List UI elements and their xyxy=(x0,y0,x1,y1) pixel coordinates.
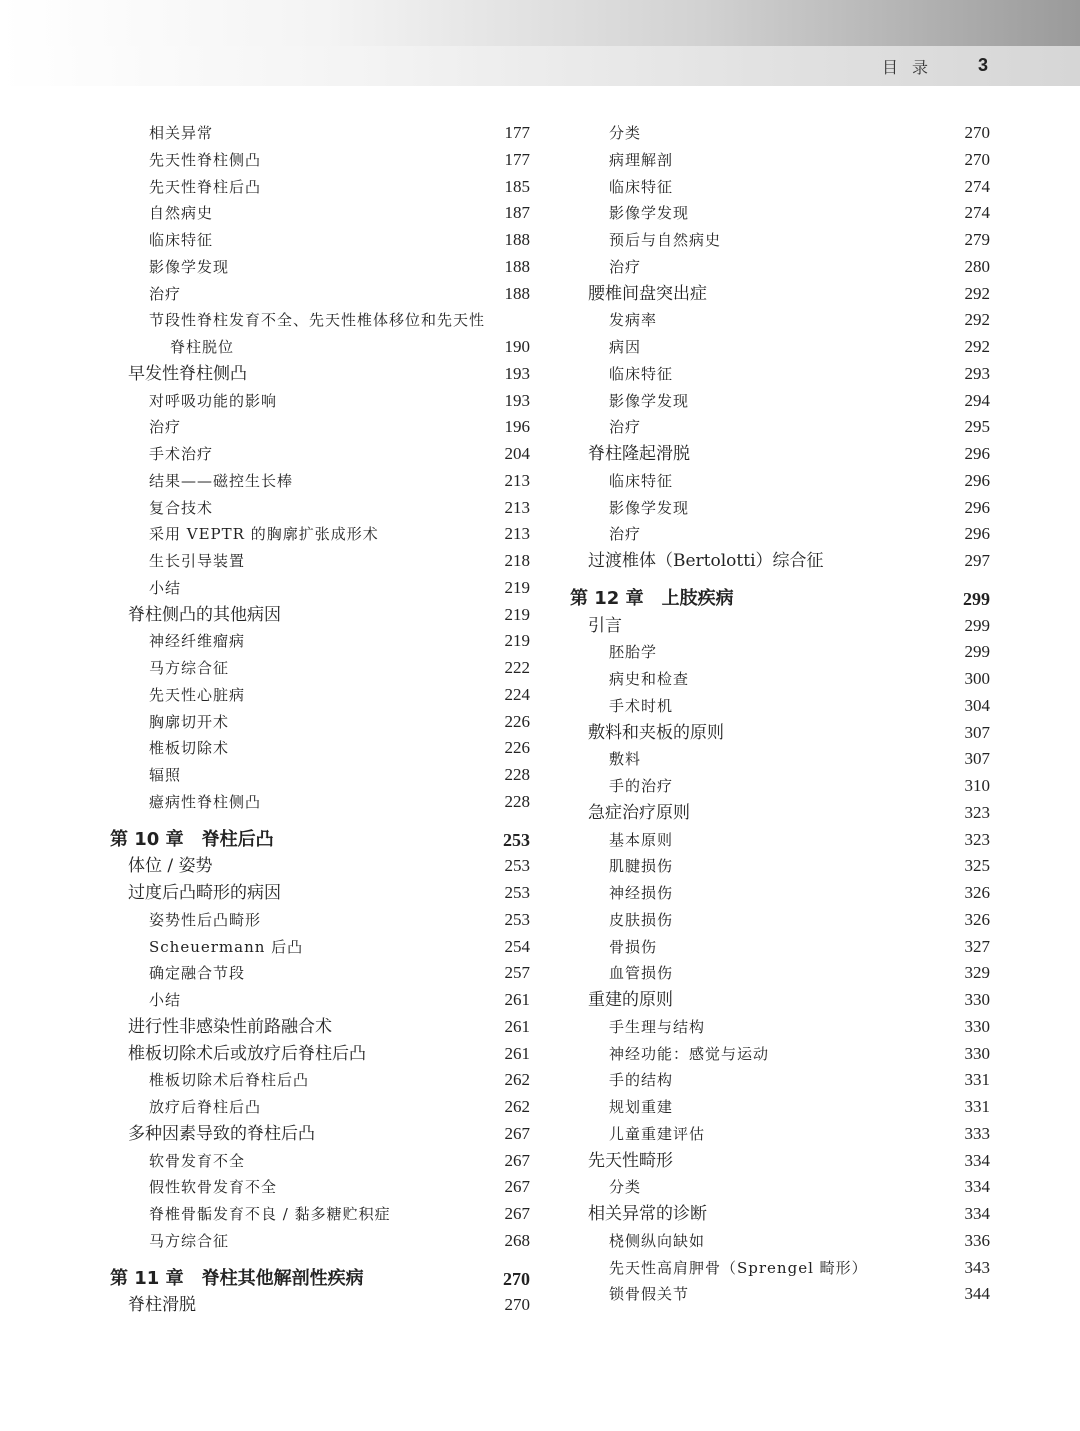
toc-entry-title: 皮肤损伤 xyxy=(609,910,674,929)
toc-entry[interactable] xyxy=(570,1067,990,1094)
toc-entry[interactable] xyxy=(110,960,530,987)
toc-entry-title: 病理解剖 xyxy=(609,150,674,169)
toc-entry[interactable] xyxy=(110,441,530,468)
toc-entry-title: 手的结构 xyxy=(609,1071,674,1090)
toc-entry-page: 299 xyxy=(964,642,990,662)
toc-entry[interactable] xyxy=(570,1041,990,1068)
toc-entry-page: 297 xyxy=(964,551,990,570)
toc-entry-page: 261 xyxy=(504,1043,530,1063)
toc-entry[interactable] xyxy=(570,174,990,201)
toc-entry-title: 分类 xyxy=(609,124,642,142)
toc-entry-title: 锁骨假关节 xyxy=(609,1285,690,1304)
toc-entry[interactable] xyxy=(570,1281,990,1308)
toc-entry[interactable] xyxy=(110,628,530,655)
toc-entry[interactable] xyxy=(110,1201,530,1228)
toc-chapter-entry[interactable] xyxy=(110,1266,530,1293)
toc-entry-page: 270 xyxy=(503,1268,530,1289)
toc-entry-page: 228 xyxy=(504,791,530,811)
toc-entry-title: 临床特征 xyxy=(609,364,674,383)
toc-chapter-entry[interactable] xyxy=(110,827,530,854)
toc-column-left xyxy=(110,120,530,1319)
toc-entry-title: 进行性非感染性前路融合术 xyxy=(128,1016,332,1037)
toc-entry-title: 儿童重建评估 xyxy=(609,1124,706,1143)
toc-entry-title: 敷料和夹板的原则 xyxy=(588,722,724,743)
toc-entry-title: 引言 xyxy=(588,615,622,636)
toc-entry[interactable] xyxy=(110,735,530,762)
toc-entry-title: 节段性脊柱发育不全、先天性椎体移位和先天性 xyxy=(149,311,486,330)
toc-entry-page: 292 xyxy=(964,310,990,330)
toc-entry[interactable] xyxy=(110,853,530,880)
toc-entry[interactable] xyxy=(110,1067,530,1094)
toc-entry-page: 296 xyxy=(964,497,990,517)
toc-entry-page: 323 xyxy=(964,829,990,849)
toc-entry-page: 219 xyxy=(504,631,530,651)
toc-entry-title: 分类 xyxy=(609,1178,642,1197)
toc-entry-title: 软骨发育不全 xyxy=(149,1151,246,1170)
toc-entry-page: 262 xyxy=(504,1097,530,1116)
toc-entry-page: 274 xyxy=(964,176,990,196)
toc-entry-title: 治疗 xyxy=(149,284,182,303)
toc-entry-page: 300 xyxy=(964,669,990,688)
toc-entry-page: 330 xyxy=(964,1043,990,1063)
toc-entry[interactable] xyxy=(110,361,530,388)
toc-entry-title: 手术时机 xyxy=(609,696,674,715)
toc-entry-page: 267 xyxy=(504,1177,530,1197)
toc-entry-page: 226 xyxy=(504,711,530,731)
toc-entry-page: 325 xyxy=(964,856,990,876)
toc-entry[interactable] xyxy=(110,655,530,682)
toc-entry-title: 结果——磁控生长棒 xyxy=(149,471,294,490)
toc-entry-title: 预后与自然病史 xyxy=(609,231,722,249)
toc-entry-page: 331 xyxy=(964,1097,990,1116)
toc-entry-page: 334 xyxy=(964,1150,990,1170)
toc-entry-title: 桡侧纵向缺如 xyxy=(609,1231,706,1250)
toc-entry-page: 274 xyxy=(964,203,990,223)
toc-entry-page: 262 xyxy=(504,1070,530,1090)
toc-entry-title: 手生理与结构 xyxy=(609,1017,706,1036)
toc-entry-title: 椎板切除术 xyxy=(149,739,230,758)
toc-entry-title: 影像学发现 xyxy=(609,391,690,410)
toc-entry-title: 胸廓切开术 xyxy=(149,712,230,731)
toc-entry-page: 222 xyxy=(504,658,530,677)
toc-entry-title: 采用 VEPTR 的胸廓扩张成形术 xyxy=(149,525,379,544)
toc-entry-page: 336 xyxy=(964,1230,990,1250)
toc-entry-title: 相关异常 xyxy=(149,124,214,142)
toc-entry[interactable] xyxy=(110,1228,530,1255)
toc-entry-title: 复合技术 xyxy=(149,498,214,517)
toc-entry[interactable] xyxy=(110,907,530,934)
toc-entry-title: 椎板切除术后或放疗后脊柱后凸 xyxy=(128,1043,366,1064)
toc-entry-title: 自然病史 xyxy=(149,204,214,223)
toc-entry-title: 脊柱隆起滑脱 xyxy=(588,444,690,464)
toc-entry[interactable] xyxy=(110,709,530,736)
toc-entry[interactable] xyxy=(570,495,990,522)
toc-column-right xyxy=(570,120,990,1308)
toc-entry-page: 326 xyxy=(964,909,990,929)
toc-entry-page: 307 xyxy=(964,749,990,769)
toc-entry-title: 椎板切除术后脊柱后凸 xyxy=(149,1071,310,1090)
toc-entry[interactable] xyxy=(570,147,990,174)
toc-entry-page: 329 xyxy=(964,963,990,983)
toc-entry-page: 270 xyxy=(964,149,990,169)
toc-entry[interactable] xyxy=(570,773,990,800)
toc-entry-title: 胚胎学 xyxy=(609,643,658,662)
toc-entry-page: 267 xyxy=(504,1150,530,1170)
toc-entry-page: 296 xyxy=(964,524,990,544)
toc-entry[interactable] xyxy=(110,174,530,201)
toc-entry-page: 323 xyxy=(964,802,990,822)
toc-entry-title: 脊椎骨骺发育不良 / 黏多糖贮积症 xyxy=(149,1205,391,1223)
toc-entry[interactable] xyxy=(570,200,990,227)
toc-entry-page: 213 xyxy=(504,497,530,517)
toc-entry-page: 253 xyxy=(504,909,530,929)
toc-entry-page: 307 xyxy=(964,722,990,742)
toc-entry-title: Scheuermann 后凸 xyxy=(149,937,304,956)
toc-entry-page: 299 xyxy=(964,615,990,635)
toc-entry-title: 病因 xyxy=(609,338,642,356)
toc-entry-page: 193 xyxy=(504,363,530,383)
toc-entry[interactable] xyxy=(570,414,990,441)
toc-entry[interactable] xyxy=(570,666,990,693)
toc-entry-title: 脊柱脱位 xyxy=(170,338,235,356)
toc-entry[interactable] xyxy=(570,1174,990,1201)
toc-entry-title: 血管损伤 xyxy=(609,964,674,983)
toc-entry[interactable] xyxy=(110,120,530,147)
toc-entry-title: 腰椎间盘突出症 xyxy=(588,283,707,304)
toc-entry-title: 基本原则 xyxy=(609,830,674,849)
toc-entry[interactable] xyxy=(110,521,530,548)
toc-entry-page: 343 xyxy=(964,1257,990,1277)
toc-entry[interactable] xyxy=(570,934,990,961)
toc-entry-title: 马方综合征 xyxy=(149,1231,230,1250)
toc-entry-title: 相关异常的诊断 xyxy=(588,1204,707,1224)
toc-entry-page: 185 xyxy=(504,176,530,196)
toc-entry-title: 手术治疗 xyxy=(149,445,214,463)
toc-entry[interactable] xyxy=(110,495,530,522)
toc-entry-title: 治疗 xyxy=(609,525,642,544)
toc-entry-page: 226 xyxy=(504,738,530,758)
toc-entry-page: 267 xyxy=(504,1204,530,1223)
toc-entry-page: 188 xyxy=(504,283,530,303)
toc-entry-title: 第 10 章 脊柱后凸 xyxy=(110,828,274,850)
toc-entry[interactable] xyxy=(570,120,990,147)
toc-entry[interactable] xyxy=(570,800,990,827)
toc-entry[interactable] xyxy=(110,227,530,254)
toc-entry-title: 过度后凸畸形的病因 xyxy=(128,883,281,903)
toc-entry-page: 333 xyxy=(964,1123,990,1143)
toc-entry-page: 296 xyxy=(964,470,990,490)
toc-entry-page: 257 xyxy=(504,963,530,983)
toc-entry[interactable] xyxy=(570,441,990,468)
page-number: 3 xyxy=(978,55,989,75)
toc-entry[interactable] xyxy=(570,1121,990,1148)
toc-entry-page: 193 xyxy=(504,390,530,410)
toc-entry-page: 279 xyxy=(964,230,990,249)
toc-entry[interactable] xyxy=(570,1228,990,1255)
toc-entry-page: 344 xyxy=(964,1284,990,1304)
toc-entry[interactable] xyxy=(110,575,530,602)
toc-entry-title: 先天性脊柱侧凸 xyxy=(149,150,262,169)
toc-entry[interactable] xyxy=(570,388,990,415)
toc-entry-page: 261 xyxy=(504,990,530,1009)
toc-entry-title: 神经纤维瘤病 xyxy=(149,632,246,651)
toc-entry-page: 177 xyxy=(504,123,530,142)
toc-entry[interactable] xyxy=(110,682,530,709)
toc-entry[interactable] xyxy=(570,307,990,334)
toc-entry-title: 第 11 章 脊柱其他解剖性疾病 xyxy=(110,1267,364,1289)
toc-entry[interactable] xyxy=(570,613,990,640)
toc-entry-title: 治疗 xyxy=(609,418,642,437)
toc-entry[interactable] xyxy=(110,1174,530,1201)
toc-entry-title: 肌腱损伤 xyxy=(609,857,674,876)
toc-entry-title: 先天性心脏病 xyxy=(149,685,246,704)
toc-entry-page: 213 xyxy=(504,524,530,544)
toc-entry-title: 神经损伤 xyxy=(609,884,674,902)
toc-chapter-entry[interactable] xyxy=(570,586,990,613)
toc-entry-title: 放疗后脊柱后凸 xyxy=(149,1098,262,1116)
toc-entry-title: 辐照 xyxy=(149,766,182,784)
toc-entry-page: 188 xyxy=(504,230,530,249)
toc-entry[interactable] xyxy=(570,1014,990,1041)
toc-entry-page: 310 xyxy=(964,776,990,795)
toc-entry-title: 脊柱滑脱 xyxy=(128,1295,196,1316)
toc-entry[interactable] xyxy=(570,987,990,1014)
toc-entry-page: 253 xyxy=(504,856,530,876)
toc-entry[interactable] xyxy=(110,468,530,495)
toc-entry[interactable] xyxy=(570,639,990,666)
toc-entry-title: 敷料 xyxy=(609,750,642,769)
toc-entry[interactable] xyxy=(570,853,990,880)
toc-entry-title: 病史和检查 xyxy=(609,670,690,688)
toc-entry-page: 190 xyxy=(504,337,530,356)
running-header-title: 目录 xyxy=(882,58,943,77)
toc-entry-page: 331 xyxy=(964,1070,990,1090)
toc-entry-title: 临床特征 xyxy=(149,231,214,249)
toc-entry[interactable] xyxy=(110,789,530,816)
toc-entry-title: 早发性脊柱侧凸 xyxy=(128,363,247,384)
toc-entry-title: 假性软骨发育不全 xyxy=(149,1178,278,1197)
toc-entry-page: 177 xyxy=(504,149,530,169)
toc-entry[interactable] xyxy=(570,827,990,854)
toc-entry-page: 219 xyxy=(504,604,530,624)
toc-entry-page: 299 xyxy=(963,588,990,609)
toc-entry-page: 218 xyxy=(504,551,530,570)
toc-entry-page: 304 xyxy=(964,695,990,715)
toc-entry[interactable] xyxy=(110,254,530,281)
toc-entry-page: 219 xyxy=(504,577,530,597)
toc-entry[interactable] xyxy=(570,880,990,907)
toc-entry-title: 姿势性后凸畸形 xyxy=(149,910,262,929)
toc-entry[interactable] xyxy=(570,1148,990,1175)
toc-entry-title: 手的治疗 xyxy=(609,777,674,795)
toc-entry[interactable] xyxy=(110,880,530,907)
toc-entry-title: 先天性脊柱后凸 xyxy=(149,177,262,196)
toc-entry[interactable] xyxy=(110,388,530,415)
toc-entry[interactable] xyxy=(570,1201,990,1228)
toc-entry[interactable] xyxy=(110,334,530,361)
toc-entry-title: 多种因素导致的脊柱后凸 xyxy=(128,1123,315,1144)
toc-entry-title: 小结 xyxy=(149,991,182,1009)
toc-entry-page: 261 xyxy=(504,1016,530,1036)
toc-entry-page: 268 xyxy=(504,1230,530,1250)
toc-entry[interactable] xyxy=(570,1255,990,1282)
toc-entry-title: 先天性高肩胛骨（Sprengel 畸形） xyxy=(609,1258,868,1277)
toc-entry-page: 228 xyxy=(504,765,530,784)
toc-entry-page: 253 xyxy=(504,883,530,902)
toc-entry-title: 影像学发现 xyxy=(609,498,690,517)
toc-entry-page: 294 xyxy=(964,390,990,410)
toc-entry[interactable] xyxy=(570,281,990,308)
toc-entry-title: 马方综合征 xyxy=(149,659,230,677)
toc-entry-title: 脊柱侧凸的其他病因 xyxy=(128,604,281,625)
toc-entry-page: 330 xyxy=(964,990,990,1009)
toc-entry-page: 293 xyxy=(964,363,990,383)
toc-entry[interactable] xyxy=(570,960,990,987)
toc-entry-page: 267 xyxy=(504,1123,530,1143)
toc-entry[interactable] xyxy=(570,521,990,548)
toc-entry-title: 骨损伤 xyxy=(609,937,658,956)
toc-entry-title: 治疗 xyxy=(609,257,642,276)
toc-entry-page: 224 xyxy=(504,684,530,704)
toc-entry[interactable] xyxy=(110,1014,530,1041)
toc-entry-page: 187 xyxy=(504,203,530,223)
toc-entry[interactable] xyxy=(570,746,990,773)
toc-entry-title: 过渡椎体（Bertolotti）综合征 xyxy=(588,551,824,571)
toc-entry[interactable] xyxy=(570,1094,990,1121)
toc-entry-title: 先天性畸形 xyxy=(588,1150,673,1171)
toc-entry[interactable] xyxy=(110,602,530,629)
toc-entry-page: 204 xyxy=(504,444,530,463)
toc-entry[interactable] xyxy=(110,147,530,174)
toc-entry[interactable] xyxy=(110,1094,530,1121)
toc-entry-title: 影像学发现 xyxy=(609,204,690,223)
toc-entry-title: 临床特征 xyxy=(609,177,674,196)
toc-entry-page: 254 xyxy=(504,936,530,956)
toc-entry[interactable] xyxy=(110,1041,530,1068)
toc-entry[interactable] xyxy=(570,693,990,720)
toc-entry-title: 重建的原则 xyxy=(588,990,673,1010)
toc-entry[interactable] xyxy=(570,334,990,361)
toc-entry[interactable] xyxy=(110,934,530,961)
toc-entry-page: 188 xyxy=(504,256,530,276)
toc-entry[interactable] xyxy=(570,227,990,254)
toc-entry[interactable] xyxy=(570,254,990,281)
toc-entry-page: 296 xyxy=(964,444,990,463)
toc-entry-page: 327 xyxy=(964,936,990,956)
toc-entry-title: 规划重建 xyxy=(609,1098,674,1116)
toc-entry-title: 治疗 xyxy=(149,418,182,437)
toc-entry[interactable] xyxy=(110,1121,530,1148)
toc-entry-title: 体位 / 姿势 xyxy=(128,856,213,877)
toc-entry-title: 生长引导装置 xyxy=(149,552,246,570)
toc-entry[interactable] xyxy=(570,907,990,934)
toc-entry-page: 330 xyxy=(964,1016,990,1036)
toc-entry-title: 癔病性脊柱侧凸 xyxy=(149,792,262,811)
toc-entry-page: 292 xyxy=(964,337,990,356)
toc-entry[interactable] xyxy=(570,468,990,495)
toc-entry[interactable] xyxy=(570,361,990,388)
toc-entry-page: 280 xyxy=(964,256,990,276)
toc-entry-title: 小结 xyxy=(149,578,182,597)
toc-entry[interactable] xyxy=(110,987,530,1014)
toc-entry-title: 发病率 xyxy=(609,311,658,330)
toc-entry[interactable] xyxy=(110,281,530,308)
toc-entry[interactable] xyxy=(110,548,530,575)
toc-entry-page: 326 xyxy=(964,883,990,902)
toc-entry-title: 影像学发现 xyxy=(149,257,230,276)
toc-entry[interactable] xyxy=(110,1148,530,1175)
toc-entry-page: 295 xyxy=(964,417,990,437)
toc-entry[interactable] xyxy=(110,200,530,227)
toc-entry[interactable] xyxy=(570,720,990,747)
toc-entry-title: 确定融合节段 xyxy=(149,964,246,983)
toc-entry[interactable] xyxy=(110,307,530,334)
toc-entry[interactable] xyxy=(570,548,990,575)
toc-entry-page: 213 xyxy=(504,470,530,490)
toc-entry-page: 270 xyxy=(504,1295,530,1315)
toc-entry-title: 神经功能：感觉与运动 xyxy=(609,1044,770,1063)
toc-entry-page: 270 xyxy=(964,123,990,142)
toc-entry-title: 临床特征 xyxy=(609,471,674,490)
toc-entry-page: 292 xyxy=(964,283,990,303)
toc-entry-page: 196 xyxy=(504,417,530,437)
toc-entry[interactable] xyxy=(110,414,530,441)
toc-entry-title: 第 12 章 上肢疾病 xyxy=(570,587,734,609)
toc-entry-page: 334 xyxy=(964,1177,990,1197)
toc-entry[interactable] xyxy=(110,1292,530,1319)
toc-entry-title: 对呼吸功能的影响 xyxy=(149,391,278,410)
toc-entry-title: 急症治疗原则 xyxy=(588,802,690,823)
toc-entry[interactable] xyxy=(110,762,530,789)
toc-entry-page: 334 xyxy=(964,1204,990,1223)
toc-entry-page: 253 xyxy=(503,829,530,850)
